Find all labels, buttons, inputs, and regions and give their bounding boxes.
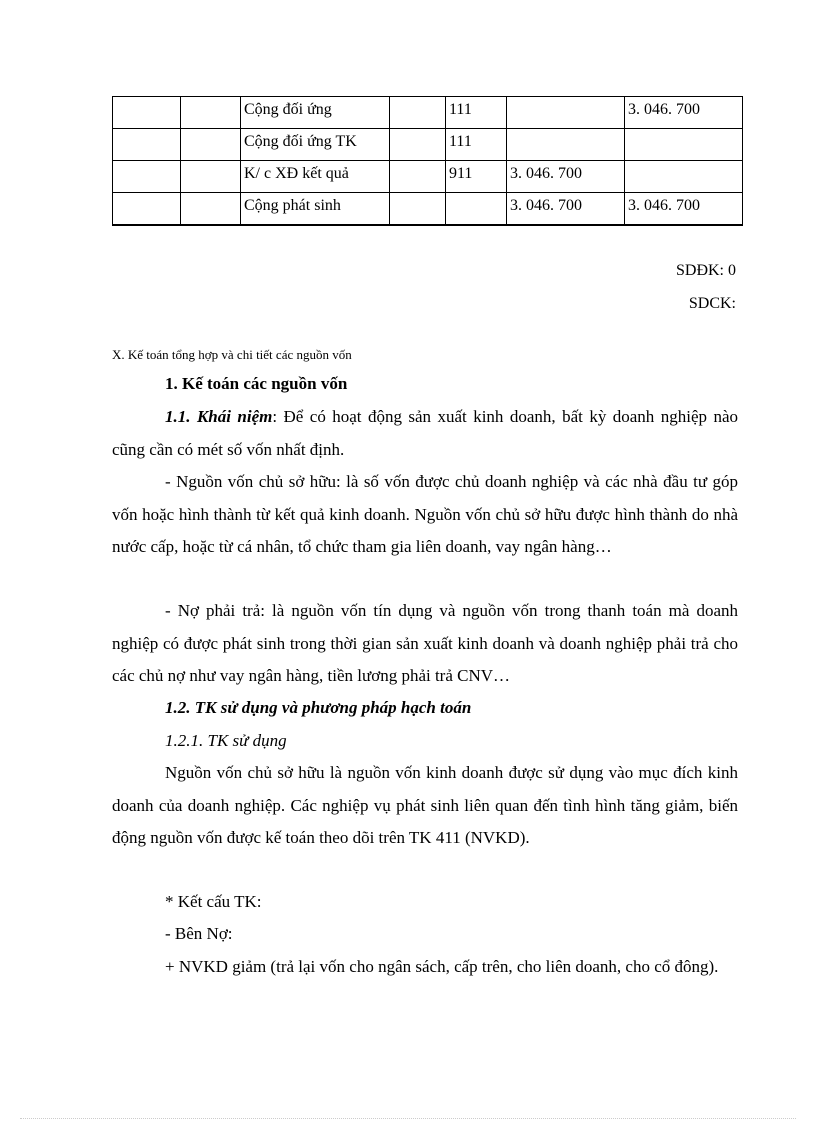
table-cell bbox=[390, 129, 446, 161]
debit-side-label: - Bên Nợ: bbox=[165, 924, 233, 943]
table-cell bbox=[113, 97, 181, 129]
structure-label: * Kết cấu TK: bbox=[165, 892, 262, 911]
concept-paragraph bbox=[112, 401, 738, 466]
closing-balance: SDCK: bbox=[688, 295, 736, 312]
table-cell bbox=[181, 193, 241, 225]
table-row bbox=[113, 161, 743, 193]
table-cell bbox=[113, 161, 181, 193]
table-cell: 3. 046. 700 bbox=[625, 193, 743, 225]
table-cell bbox=[181, 97, 241, 129]
debit-item: + NVKD giảm (trả lại vốn cho ngân sách, cấp trên, cho liên doanh, cho cổ đông). bbox=[165, 957, 719, 976]
owner-equity-paragraph: - Nguồn vốn chủ sở hữu: là số vốn được chủ doanh nghiệp và các nhà đầu tư góp vốn hoặc hình thành từ kết quả kinh doanh. Nguồn vốn chủ sở hữu được hình thành do nhà nước cấp, hoặc từ cá nhân, tổ chức tham gia liên doanh, vay ngân hàng… bbox=[112, 472, 738, 556]
table-cell: Cộng đối ứng bbox=[241, 97, 390, 129]
page-bottom-dotted-line bbox=[20, 1118, 796, 1119]
sub-heading: 1.2. TK sử dụng và phương pháp hạch toán bbox=[165, 698, 472, 717]
table-row bbox=[113, 129, 743, 161]
table-cell: 111 bbox=[446, 97, 507, 129]
table-row bbox=[113, 193, 743, 225]
table-cell: 3. 046. 700 bbox=[507, 161, 625, 193]
opening-balance: SDĐK: 0 bbox=[675, 262, 736, 279]
table-cell: 3. 046. 700 bbox=[507, 193, 625, 225]
concept-label: 1.1. Khái niệm bbox=[165, 407, 273, 426]
section-title: X. Kế toán tổng hợp và chi tiết các nguồn vốn bbox=[112, 347, 352, 362]
table-cell bbox=[446, 193, 507, 225]
table-cell bbox=[625, 129, 743, 161]
table-cell: 911 bbox=[446, 161, 507, 193]
table-cell bbox=[181, 161, 241, 193]
table-cell bbox=[181, 129, 241, 161]
table-cell bbox=[113, 193, 181, 225]
table-cell bbox=[390, 97, 446, 129]
table-row bbox=[113, 97, 743, 129]
heading-capital-accounting: 1. Kế toán các nguồn vốn bbox=[165, 374, 348, 393]
concept-text: : Để có hoạt động sản xuất kinh doanh, bất kỳ doanh nghiệp nào cũng cần có mét số vốn nhất định. bbox=[112, 407, 738, 459]
table-cell bbox=[390, 161, 446, 193]
sub-sub-heading: 1.2.1. TK sử dụng bbox=[165, 731, 287, 750]
table-cell: Cộng đối ứng TK bbox=[241, 129, 390, 161]
liabilities-paragraph: - Nợ phải trả: là nguồn vốn tín dụng và nguồn vốn trong thanh toán mà doanh nghiệp có được phát sinh trong thời gian sản xuất kinh doanh và doanh nghiệp phải trả cho các chủ nợ như vay ngân hàng, tiền lương phải trả CNV… bbox=[112, 601, 738, 685]
ledger-table bbox=[112, 96, 743, 226]
table-cell: Cộng phát sinh bbox=[241, 193, 390, 225]
body-paragraph: Nguồn vốn chủ sở hữu là nguồn vốn kinh doanh được sử dụng vào mục đích kinh doanh của doanh nghiệp. Các nghiệp vụ phát sinh liên quan đến tình hình tăng giảm, biến động nguồn vốn được kế toán theo dõi trên TK 411 (NVKD). bbox=[112, 763, 738, 847]
table-cell: 3. 046. 700 bbox=[625, 97, 743, 129]
table-cell: K/ c XĐ kết quả bbox=[241, 161, 390, 193]
table-cell: 111 bbox=[446, 129, 507, 161]
table-cell bbox=[625, 161, 743, 193]
table-cell bbox=[507, 129, 625, 161]
table-cell bbox=[390, 193, 446, 225]
table-cell bbox=[113, 129, 181, 161]
table-cell bbox=[507, 97, 625, 129]
